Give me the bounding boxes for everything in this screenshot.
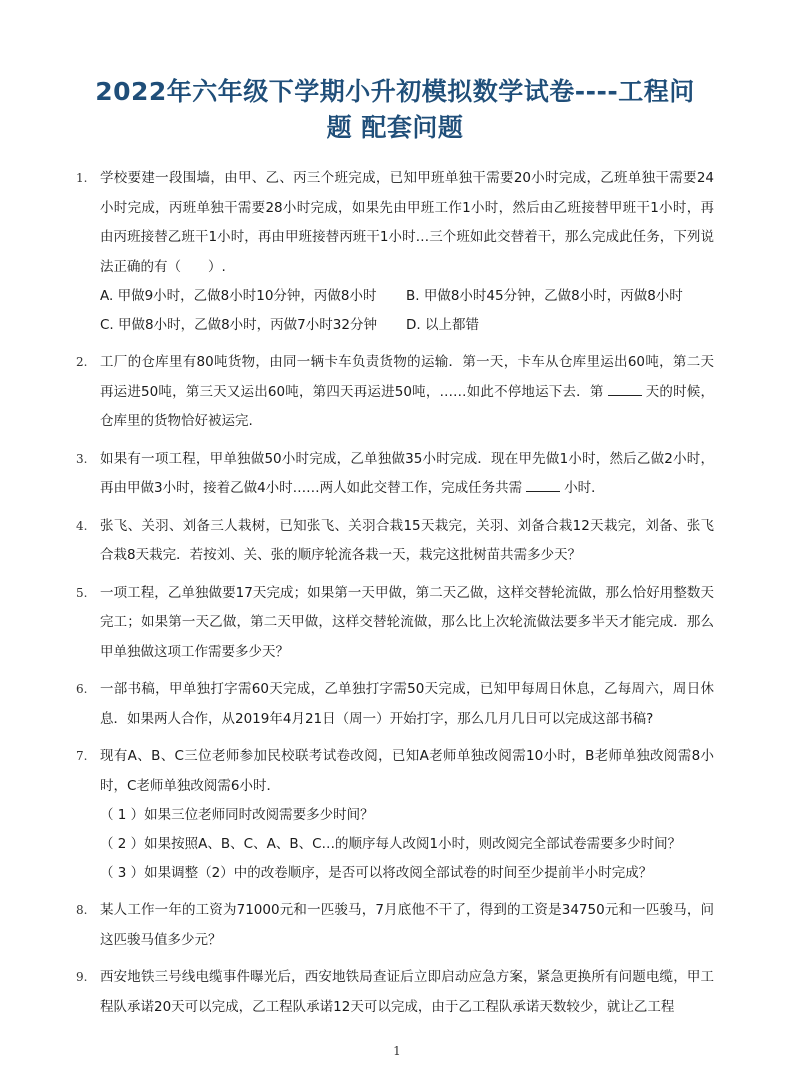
question-text — [100, 348, 714, 437]
option-c: C. 甲做8小时，乙做8小时，丙做7小时32分钟 — [100, 317, 377, 333]
question-3 — [76, 445, 714, 504]
question-text-part: 工厂的仓库里有80吨货物，由同一辆卡车负责货物的运输．第一天，卡车从仓库里运出60吨，第二天再运进50吨，第三天又运出60吨，第四天再运进50吨，……如此不停地运下去．第 — [100, 354, 714, 400]
question-number: 6. — [76, 682, 88, 696]
question-number: 2. — [76, 355, 88, 369]
question-number: 3. — [76, 451, 88, 466]
question-text: 一项工程，乙单独做要17天完成；如果第一天甲做，第二天乙做，这样交替轮流做，那么恰好用整数天完工；如果第一天乙做，第二天甲做，这样交替轮流做，那么比上次轮流做法要多半天才能完成．那么甲单独做这项工作需要多少天？ — [100, 584, 714, 660]
page-number: 1 — [393, 1044, 401, 1058]
question-6 — [76, 675, 714, 734]
page-title: 2022年六年级下学期小升初模拟数学试卷----工程问题 配套问题 — [95, 77, 695, 142]
question-text: 学校要建一段围墙，由甲、乙、丙三个班完成，已知甲班单独干需要20小时完成，乙班单独干需要24小时完成，丙班单独干需要28小时完成，如果先由甲班工作1小时，然后由乙班接替甲班干1小时，再由丙班接替乙班干1小时，再由甲班接替丙班干1小时…三个班如此交替着干，那么完成此任务，下列说法正确的有（ ）. — [100, 170, 714, 275]
question-7 — [76, 742, 714, 888]
question-number: 1. — [76, 171, 88, 185]
question-number: 5. — [76, 585, 88, 600]
option-a: A. 甲做9小时，乙做8小时10分钟，丙做8小时 — [100, 288, 377, 304]
question-text: 西安地铁三号线电缆事件曝光后，西安地铁局查证后立即启动应急方案，紧急更换所有问题电缆，甲工程队承诺20天可以完成，乙工程队承诺12天可以完成，由于乙工程队承诺天数较少，就让乙工程 — [100, 969, 714, 1015]
question-number: 4. — [76, 518, 88, 533]
sub-question-2: （ 2 ）如果按照A、B、C、A、B、C…的顺序每人改阅1小时，则改阅完全部试卷需要多少时间？ — [100, 836, 682, 852]
options-list — [100, 282, 714, 340]
question-number: 9. — [76, 970, 88, 984]
question-9 — [76, 963, 714, 1022]
question-text: 某人工作一年的工资为71000元和一匹骏马，7月底他不干了，得到的工资是34750元和一匹骏马，问这匹骏马值多少元？ — [100, 902, 714, 948]
question-1 — [76, 164, 714, 340]
answer-blank — [526, 477, 560, 492]
question-text — [100, 445, 714, 504]
question-text: 一部书稿，甲单独打字需60天完成，乙单独打字需50天完成，已知甲每周日休息，乙每周六，周日休息．如果两人合作，从2019年4月21日（周一）开始打字，那么几月几日可以完成这部书稿? — [100, 681, 714, 727]
question-number: 7. — [76, 749, 88, 763]
option-b: B. 甲做8小时45分钟，乙做8小时，丙做8小时 — [406, 288, 683, 304]
question-8 — [76, 896, 714, 955]
sub-question-3: （ 3 ）如果调整（2）中的改卷顺序，是否可以将改阅全部试卷的时间至少提前半小时完成？ — [100, 865, 653, 881]
option-d: D. 以上都错 — [406, 317, 479, 333]
question-text-part: 天的时候，仓库里的货物恰好被运完. — [100, 383, 714, 429]
question-text-part: 小时． — [564, 480, 605, 496]
question-4 — [76, 512, 714, 571]
question-number: 8. — [76, 903, 88, 917]
question-text: 现有A、B、C三位老师参加民校联考试卷改阅，已知A老师单独改阅需10小时，B老师单独改阅需8小时，C老师单独改阅需6小时． — [100, 748, 714, 794]
answer-blank — [608, 381, 642, 396]
question-text-part: 如果有一项工程，甲单独做50小时完成，乙单独做35小时完成．现在甲先做1小时，然后乙做2小时，再由甲做3小时，接着乙做4小时……两人如此交替工作，完成任务共需 — [100, 450, 714, 496]
question-5 — [76, 579, 714, 668]
question-2 — [76, 348, 714, 437]
sub-question-1: （ 1 ）如果三位老师同时改阅需要多少时间？ — [100, 807, 374, 823]
question-text: 张飞、关羽、刘备三人栽树，已知张飞、关羽合栽15天栽完，关羽、刘备合栽12天栽完，刘备、张飞合栽8天栽完．若按刘、关、张的顺序轮流各栽一天，栽完这批树苗共需多少天？ — [100, 517, 714, 563]
